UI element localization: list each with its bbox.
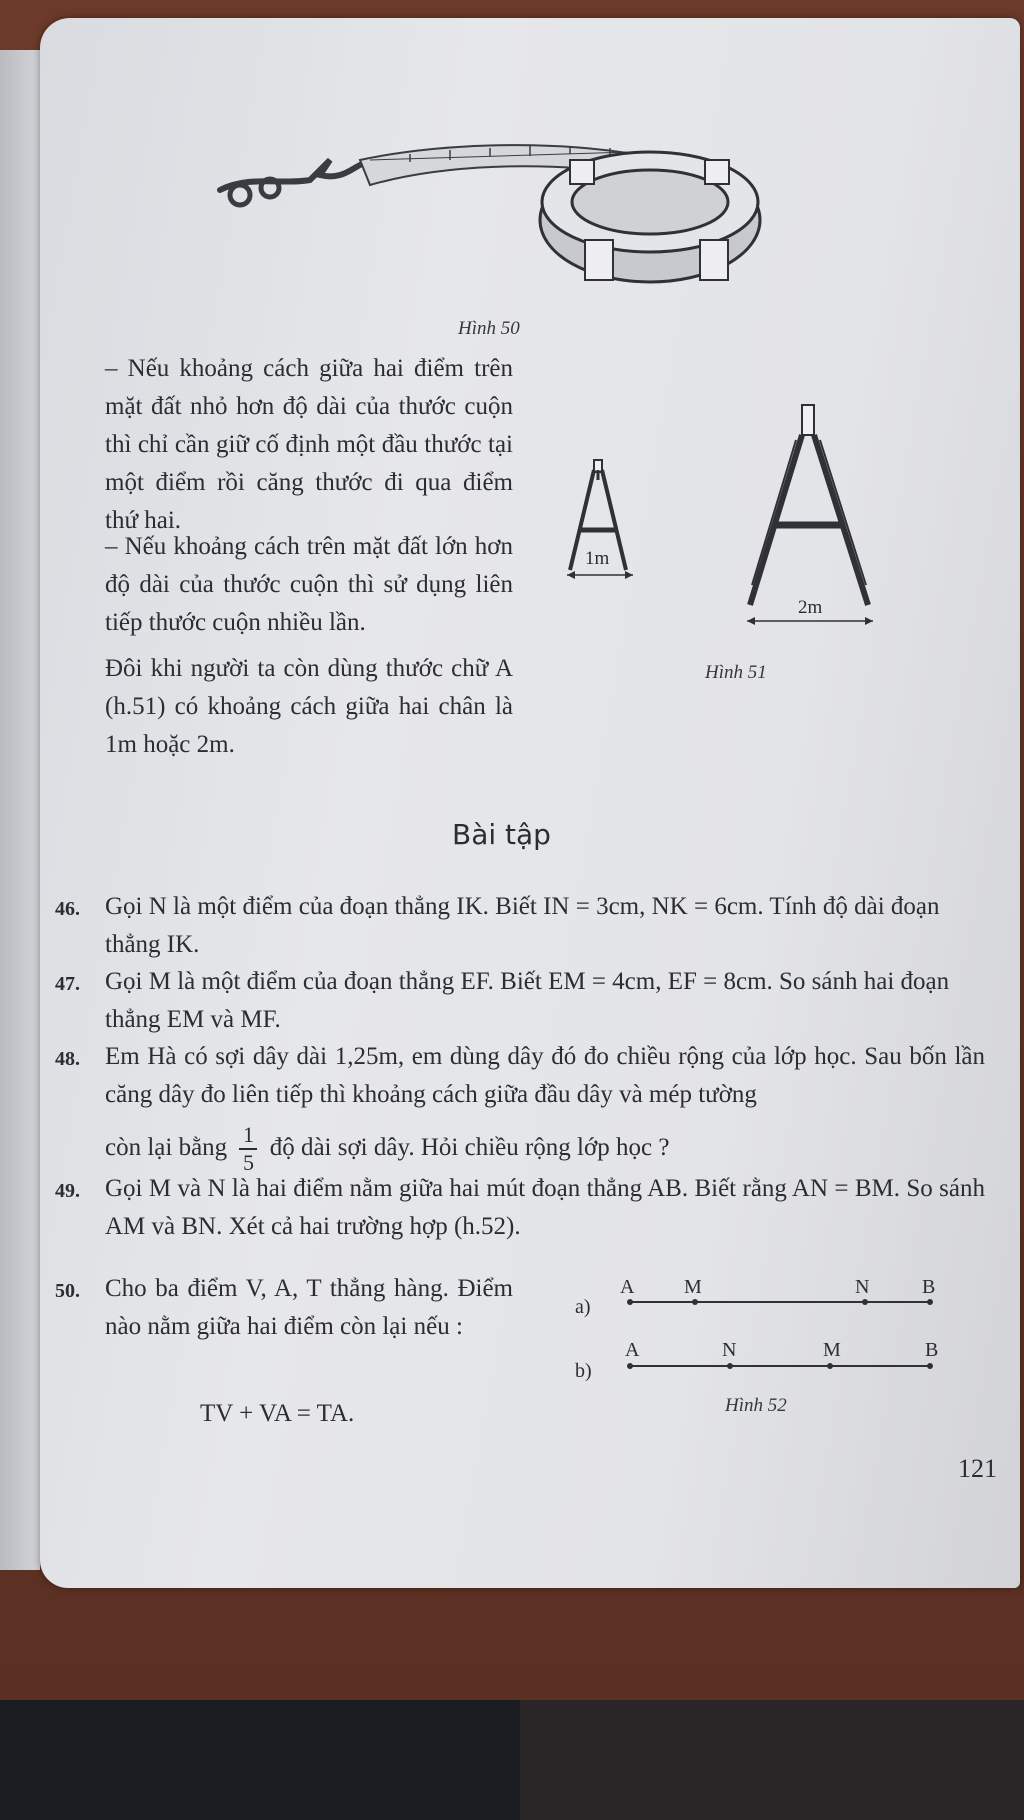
figure-52-row-a-label: a) <box>575 1296 591 1318</box>
a-frame-small-label: 1m <box>585 548 610 569</box>
figure-52-segment-a <box>625 1297 935 1307</box>
intro-paragraph-3: Đôi khi người ta còn dùng thước chữ A (h.51) có khoảng cách giữa hai chân là 1m hoặc 2m. <box>105 655 513 758</box>
fraction-numerator: 1 <box>242 1122 254 1148</box>
fraction-denominator: 5 <box>242 1150 254 1176</box>
fig52-a-point-M: M <box>684 1276 702 1298</box>
exercise-49-text: Gọi M và N là hai điểm nằm giữa hai mút đoạn thẳng AB. Biết rằng AN = BM. So sánh AM và BN. Xét cả hai trường hợp (h.52). <box>105 1175 985 1240</box>
exercise-49-number: 49. <box>55 1180 80 1202</box>
a-frame-small-dimension <box>565 568 635 582</box>
fig52-b-point-B: B <box>925 1339 939 1361</box>
exercise-46-number: 46. <box>55 898 80 920</box>
fig52-a-point-B: B <box>922 1276 936 1298</box>
fig52-a-point-A: A <box>620 1276 635 1298</box>
fig52-b-point-N: N <box>722 1339 737 1361</box>
figure-50-caption: Hình 50 <box>458 318 520 339</box>
section-title: Bài tập <box>452 818 551 851</box>
fig52-b-point-A: A <box>625 1339 640 1361</box>
exercise-48-text: Em Hà có sợi dây dài 1,25m, em dùng dây đó đo chiều rộng của lớp học. Sau bốn lần căng dây đo liên tiếp thì khoảng cách giữa đầu dây và mép tường <box>105 1043 985 1108</box>
exercise-48-tail-pre: còn lại bằng <box>105 1134 228 1161</box>
exercise-46-text: Gọi N là một điểm của đoạn thẳng IK. Biết IN = 3cm, NK = 6cm. Tính độ dài đoạn thẳng IK. <box>105 893 940 958</box>
fig52-b-point-M: M <box>823 1339 841 1361</box>
exercise-48-tail-post: độ dài sợi dây. Hỏi chiều rộng lớp học ? <box>269 1134 670 1161</box>
exercise-50-number: 50. <box>55 1280 80 1302</box>
floor-background-right <box>520 1700 1024 1820</box>
exercise-48-number: 48. <box>55 1048 80 1070</box>
fig52-a-point-N: N <box>855 1276 870 1298</box>
adjacent-page-edge <box>0 50 40 1570</box>
page-number: 121 <box>958 1454 997 1483</box>
figure-52-row-b-label: b) <box>575 1360 592 1382</box>
figure-52-caption: Hình 52 <box>725 1395 787 1416</box>
exercise-50-formula: TV + VA = TA. <box>200 1400 355 1427</box>
fraction-one-fifth <box>239 1123 257 1175</box>
exercise-47-text: Gọi M là một điểm của đoạn thẳng EF. Biết EM = 4cm, EF = 8cm. So sánh hai đoạn thẳng EM và MF. <box>105 968 950 1033</box>
exercise-47-number: 47. <box>55 973 80 995</box>
exercise-50-text: Cho ba điểm V, A, T thẳng hàng. Điểm nào nằm giữa hai điểm còn lại nếu : <box>105 1275 513 1340</box>
a-frame-large-label: 2m <box>798 597 823 618</box>
intro-paragraph-1: – Nếu khoảng cách giữa hai điểm trên mặt đất nhỏ hơn độ dài của thước cuộn thì chỉ cần giữ cố định một đầu thước tại một điểm rồi căng thước đi qua điểm thứ hai. <box>105 355 513 534</box>
figure-52-segment-b <box>625 1361 935 1371</box>
exercise-48-tail <box>105 1118 985 1178</box>
intro-paragraph-2: – Nếu khoảng cách trên mặt đất lớn hơn độ dài của thước cuộn thì sử dụng liên tiếp thước cuộn nhiều lần. <box>105 533 513 636</box>
tape-measure-illustration <box>210 130 770 300</box>
figure-51-caption: Hình 51 <box>705 662 767 683</box>
